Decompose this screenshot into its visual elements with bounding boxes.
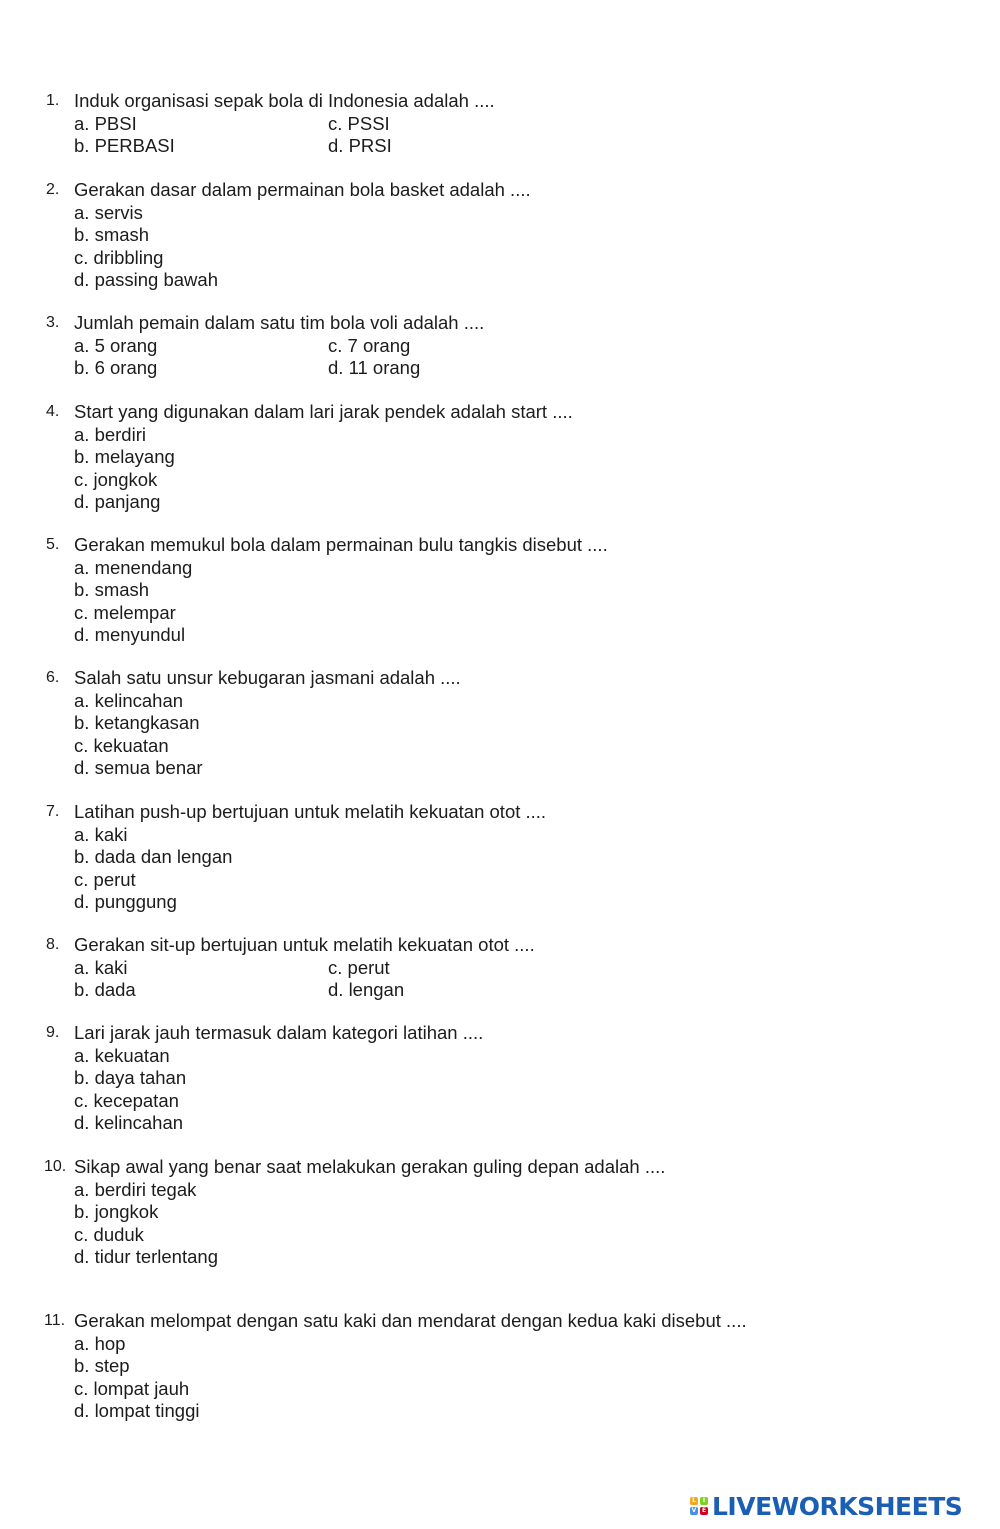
option-c: c. perut	[74, 868, 136, 890]
option-c: c. lompat jauh	[74, 1377, 190, 1399]
liveworksheets-brand	[690, 1491, 962, 1521]
question-text: Salah satu unsur kebugaran jasmani adalah ....	[74, 667, 461, 688]
option-d: d. kelincahan	[74, 1112, 184, 1133]
option-c: c. kecepatan	[74, 1089, 179, 1111]
question-6	[0, 667, 1000, 780]
question-text: Gerakan melompat dengan satu kaki dan mendarat dengan kedua kaki disebut ....	[74, 1310, 747, 1331]
question-8	[0, 934, 1000, 1002]
question-number: 11.	[44, 1312, 66, 1329]
question-text: Jumlah pemain dalam satu tim bola voli adalah ....	[74, 312, 485, 333]
option-a: a. kekuatan	[74, 1044, 170, 1066]
option-c: c. dribbling	[74, 246, 164, 268]
option-b: b. smash	[74, 224, 150, 245]
question-3	[0, 312, 1000, 380]
logo-tile: I	[700, 1497, 708, 1505]
question-number: 1.	[46, 92, 60, 109]
option-d: d. tidur terlentang	[74, 1246, 218, 1267]
option-d: d. punggung	[74, 891, 177, 912]
option-c: c. kekuatan	[74, 734, 169, 756]
question-text: Latihan push-up bertujuan untuk melatih kekuatan otot ....	[74, 801, 547, 822]
liveworksheets-logo-icon	[690, 1497, 708, 1515]
option-a: a. berdiri tegak	[74, 1178, 197, 1200]
question-number: 9.	[46, 1024, 60, 1041]
question-text: Gerakan sit-up bertujuan untuk melatih kekuatan otot ....	[74, 934, 535, 955]
question-number: 10.	[44, 1158, 67, 1175]
option-c: c. 7 orang	[328, 334, 411, 356]
option-b: b. PERBASI	[74, 135, 175, 156]
option-c: c. jongkok	[74, 468, 158, 490]
option-a: a. berdiri	[74, 423, 146, 445]
question-number: 2.	[46, 181, 60, 198]
option-b: b. melayang	[74, 446, 175, 467]
question-text: Gerakan dasar dalam permainan bola basket adalah ....	[74, 179, 531, 200]
option-c: c. duduk	[74, 1223, 144, 1245]
option-b: b. step	[74, 1355, 130, 1376]
question-text: Sikap awal yang benar saat melakukan gerakan guling depan adalah ....	[74, 1156, 666, 1177]
option-b: b. smash	[74, 579, 150, 600]
brand-name: LIVEWORKSHEETS	[712, 1491, 963, 1521]
option-b: b. ketangkasan	[74, 712, 200, 733]
option-a: a. hop	[74, 1332, 126, 1354]
option-a: a. menendang	[74, 556, 193, 578]
option-a: a. kaki	[74, 956, 128, 978]
option-b: b. daya tahan	[74, 1067, 187, 1088]
option-d: d. passing bawah	[74, 269, 218, 290]
question-text: Lari jarak jauh termasuk dalam kategori latihan ....	[74, 1022, 484, 1043]
question-number: 3.	[46, 314, 60, 331]
question-number: 7.	[46, 803, 60, 820]
option-a: a. 5 orang	[74, 334, 158, 356]
question-7	[0, 801, 1000, 914]
option-a: a. PBSI	[74, 112, 137, 134]
option-b: b. dada dan lengan	[74, 846, 233, 867]
option-c: c. PSSI	[328, 112, 390, 134]
question-9	[0, 1022, 1000, 1135]
option-c: c. perut	[328, 956, 390, 978]
option-c: c. melempar	[74, 601, 176, 623]
option-d: d. menyundul	[74, 624, 186, 645]
option-b: b. jongkok	[74, 1201, 159, 1222]
question-number: 4.	[46, 403, 60, 420]
question-text: Start yang digunakan dalam lari jarak pendek adalah start ....	[74, 401, 573, 422]
question-number: 5.	[46, 536, 60, 553]
option-d: d. 11 orang	[328, 357, 421, 378]
option-b: b. dada	[74, 979, 136, 1000]
logo-tile: L	[690, 1497, 698, 1505]
question-number: 8.	[46, 936, 60, 953]
option-d: d. panjang	[74, 491, 161, 512]
option-b: b. 6 orang	[74, 357, 158, 378]
option-d: d. semua benar	[74, 757, 203, 778]
question-2	[0, 179, 1000, 292]
question-11	[0, 1310, 1000, 1423]
logo-tile: E	[701, 1507, 707, 1514]
question-text: Gerakan memukul bola dalam permainan bulu tangkis disebut ....	[74, 534, 608, 555]
question-1	[0, 90, 1000, 158]
option-d: d. PRSI	[328, 135, 392, 156]
option-d: d. lengan	[328, 979, 405, 1000]
logo-tile: V	[691, 1507, 697, 1514]
question-4	[0, 401, 1000, 514]
option-a: a. kaki	[74, 823, 128, 845]
option-a: a. servis	[74, 201, 143, 223]
option-a: a. kelincahan	[74, 689, 184, 711]
question-10	[0, 1156, 1000, 1269]
question-text: Induk organisasi sepak bola di Indonesia adalah ....	[74, 90, 495, 111]
question-number: 6.	[46, 669, 60, 686]
option-d: d. lompat tinggi	[74, 1400, 200, 1421]
question-5	[0, 534, 1000, 647]
